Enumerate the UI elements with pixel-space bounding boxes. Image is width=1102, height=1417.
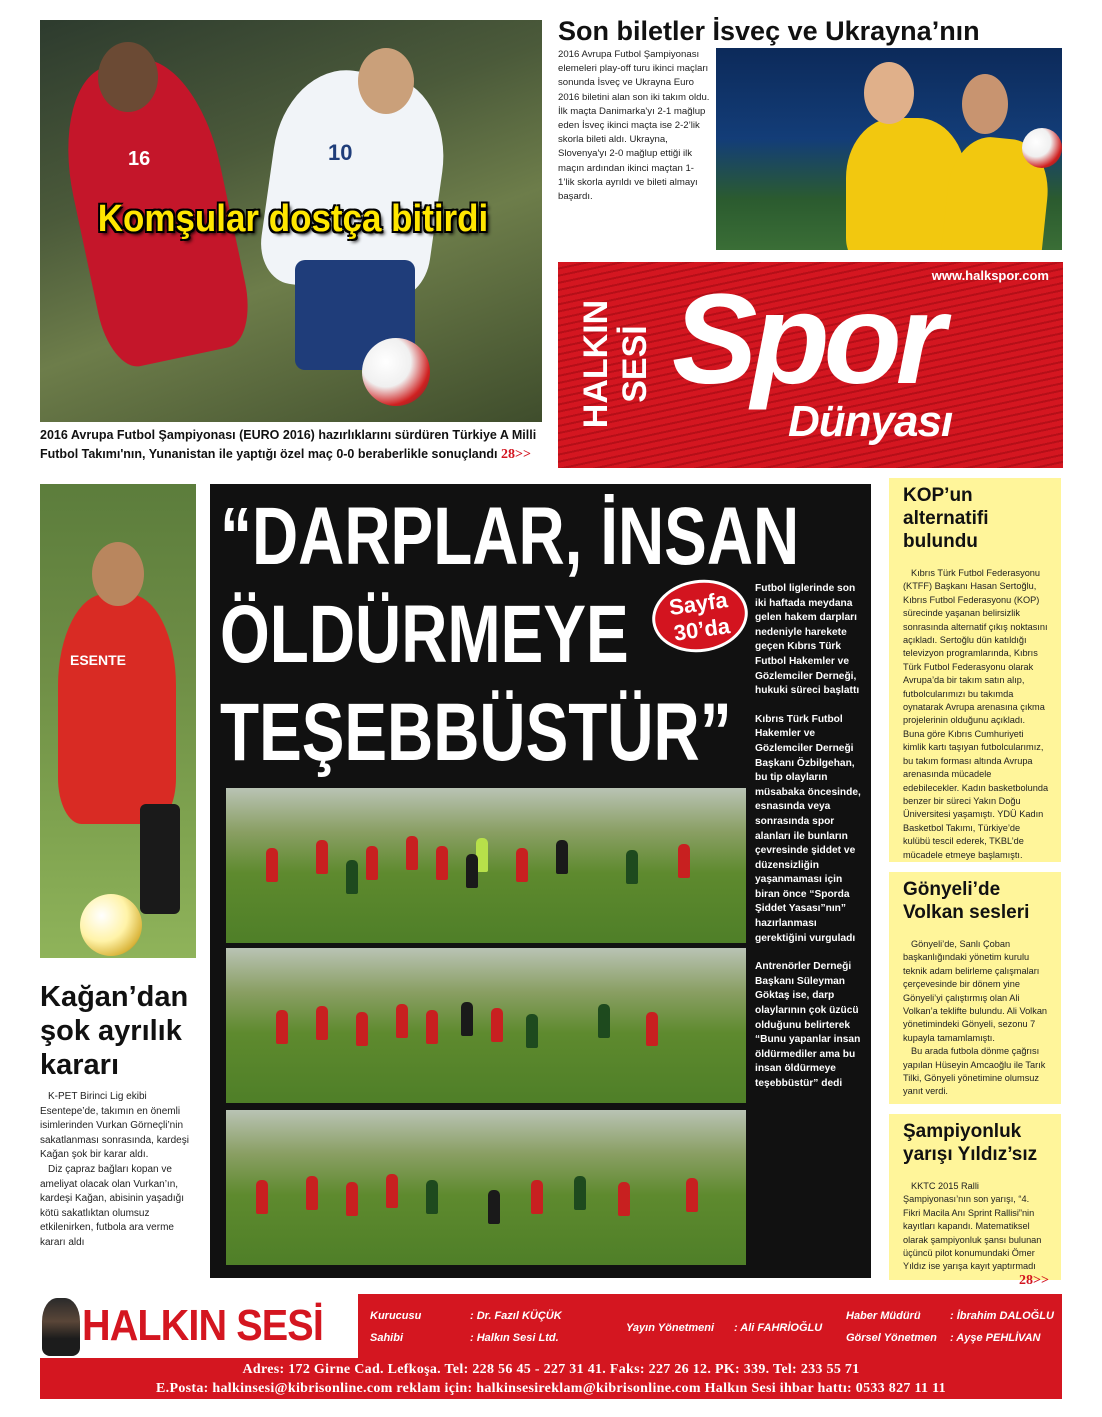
sidebar-title: KOP’un alternatifi bulundu	[903, 485, 989, 552]
player-figure	[526, 1014, 538, 1048]
kurucusu-value: : Dr. Fazıl KÜÇÜK	[470, 1310, 562, 1322]
sahibi-label: Sahibi	[370, 1332, 404, 1344]
referee-figure	[466, 854, 478, 888]
story-paragraph: K-PET Birinci Lig ekibi Esentepe’de, takımın en önemli isimlerinden Vurkan Görneçli’nin sakatlanması sonrasında, kardeşi Kağan şok bir karar aldı.	[40, 1091, 189, 1161]
player-head	[962, 74, 1008, 134]
player-head	[92, 542, 144, 606]
sidebar-story-gonyeli	[889, 872, 1061, 1104]
page-link[interactable]: 28>>	[500, 447, 531, 462]
player-figure	[316, 840, 328, 874]
masthead-dunyasi: Dünyası	[788, 397, 953, 446]
player-leg	[140, 804, 180, 914]
sidebar-paragraph: Gönyeli’de, Sanlı Çoban başkanlığındaki yönetim kurulu teknik adam belirleme çalışmaları çerçevesinde bir dönem yine Gönyeli’yi çalıştırmış olan Ali Volkan’a teklifte bulundu. Ali Volkan yönetimindeki Gönyeli, sezonu 7 kupayla tamamlamıştı.	[903, 939, 1048, 1043]
player-figure	[386, 1174, 398, 1208]
photo-turkey-greece	[40, 20, 542, 422]
gorsel-value: : Ayşe PEHLİVAN	[950, 1332, 1041, 1344]
player-figure	[406, 836, 418, 870]
photo-esentepe-player	[40, 484, 196, 958]
player-figure	[618, 1182, 630, 1216]
player-figure	[491, 1008, 503, 1042]
caption-euro2016	[40, 426, 542, 464]
player-figure	[436, 846, 448, 880]
sahibi-value: : Halkın Sesi Ltd.	[470, 1332, 559, 1344]
footer-logo-text: HALKIN SESİ	[82, 1301, 323, 1350]
masthead-spor: Spor	[672, 268, 940, 411]
story-paragraph: Diz çapraz bağları kopan ve ameliyat olacak olan Vurkan’ın, kardeşi Kağan, abisinin yaşadığı kötü sakatlıktan olumsuz etkilenirken, futbola ara verme kararı aldı	[40, 1163, 184, 1248]
footer-contact	[40, 1360, 1062, 1398]
headline-son-biletler: Son biletler İsveç ve Ukrayna’nın	[558, 16, 980, 46]
player-figure	[598, 1004, 610, 1038]
main-headline-line: TEŞEBBÜSTÜR”	[220, 687, 732, 778]
player-figure	[346, 860, 358, 894]
masthead-halkin-sesi: HALKIN SESİ	[577, 299, 654, 429]
player-figure	[426, 1180, 438, 1214]
main-headline-line: ÖLDÜRMEYE	[220, 589, 629, 680]
email-line: E.Posta: halkinsesi@kibrisonline.com reklam için: halkinsesireklam@kibrisonline.com Halkın Sesi ihbar hattı: 0533 827 11 11	[156, 1381, 946, 1396]
address-line: Adres: 172 Girne Cad. Lefkoşa. Tel: 228 56 45 - 227 31 41. Faks: 227 26 12. PK: 339. Tel: 233 55 71	[242, 1362, 860, 1377]
referee-figure	[461, 1002, 473, 1036]
sidebar-body	[903, 938, 1049, 1099]
player-figure	[306, 1176, 318, 1210]
sidebar-body: Kıbrıs Türk Futbol Federasyonu (KTFF) Başkanı Hasan Sertoğlu, Kıbrıs Futbol Federasyonu (KOP) sürecinde yaşanan belirsizlik sonrasında alternatif çıkış noktasını açıkladı. Sertoğlu dün katıldığı televizyon programlarında, Kıbrıs Türk Futbol Federasyonu olarak Avrupa’da bir takım satın alıp, futbolcularımızı bu takımda oynatarak Avrupa arenasına çıkma projelerinin olduğunu açıkladı. Buna göre Kıbrıs Cumhuriyeti kimlik kartı taşıyan futbolcularımız, bu takım forması altında Avrupa arenasında mücadele edebilecekler. Kadın basketbolunda benzer bir süreci Yakın Doğu Üniversitesi yaşamıştı. YDÜ Kadın Basketbol Takımı, Türkiye’de kulübü tescil ederek, TKBL’de mücadele etmeye başlamıştı.	[903, 568, 1049, 860]
player-figure	[316, 1006, 328, 1040]
player-figure	[626, 850, 638, 884]
main-headline-line: “DARPLAR, İNSAN	[220, 491, 800, 582]
headline-kagan: Kağan’dan şok ayrılık kararı	[40, 981, 189, 1081]
player-figure	[346, 1182, 358, 1216]
kurucusu-label: Kurucusu	[370, 1310, 422, 1322]
player-figure	[256, 1180, 268, 1214]
player-figure	[276, 1010, 288, 1044]
footer-imprint	[40, 1294, 1062, 1399]
founder-portrait	[42, 1298, 80, 1356]
badge-line: Sayfa	[667, 587, 730, 621]
story-paragraph: Kıbrıs Türk Futbol Hakemler ve Gözlemciler Derneği Başkanı Özbilgehan, bu tip olayların müsabaka öncesinde, esnasında veya sonrasında spor alanları ile bunların çevresinde şiddet ve düzensizliğin yaşanmaması için biran önce “Sporda Şiddet Yasası”nın” hazırlanması gerektiğini vurguladı	[755, 713, 861, 944]
player-figure	[531, 1180, 543, 1214]
player-head	[358, 48, 414, 114]
footer-logo	[40, 1294, 358, 1358]
referee-figure	[488, 1190, 500, 1224]
football-ball	[1022, 128, 1062, 168]
player-head	[98, 42, 158, 112]
badge-line: 30’da	[672, 613, 732, 646]
player-head	[864, 62, 914, 124]
headline-komsular: Komşular dostça bitirdi	[97, 198, 489, 240]
story-paragraph: Antrenörler Derneği Başkanı Süleyman Göktaş ise, darp olaylarının çok üzücü olduğunu belirterek “Bunu yapanlar insan öldürmediler ama bu insan öldürmeye teşebbüstür” dedi	[755, 961, 861, 1089]
referee-figure	[556, 840, 568, 874]
jersey-text: ESENTE	[70, 652, 127, 668]
player-figure	[266, 848, 278, 882]
sidebar-paragraph: Bu arada futbola dönme çağrısı yapılan Hüseyin Amcaoğlu ile Tarık Tilki, Gönyeli yönetimine olumsuz yanıt verdi.	[903, 1046, 1046, 1097]
match-photo-3	[226, 1110, 746, 1265]
sidebar-story-sampiyonluk	[889, 1114, 1061, 1288]
page-link[interactable]: 28>>	[1019, 1272, 1049, 1288]
player-figure	[516, 848, 528, 882]
yayin-label: Yayın Yönetmeni	[626, 1322, 715, 1334]
story-paragraph: Futbol liglerinde son iki haftada meydana gelen hakem darpları nedeniyle harekete geçen Kıbrıs Türk Futbol Hakemler ve Gözlemciler Derneği, hukuki süreci başlattı	[755, 583, 860, 697]
sidebar-story-kop	[889, 478, 1061, 862]
haber-label: Haber Müdürü	[846, 1310, 921, 1322]
site-url-link[interactable]: www.halkspor.com	[931, 268, 1049, 283]
football-ball	[80, 894, 142, 956]
player-figure	[574, 1176, 586, 1210]
jersey-number-red: 16	[128, 148, 151, 170]
main-headline	[220, 488, 800, 782]
player-figure	[426, 1010, 438, 1044]
jersey-number-white: 10	[328, 140, 353, 165]
gorsel-label: Görsel Yönetmen	[846, 1332, 937, 1344]
player-figure	[356, 1012, 368, 1046]
masthead-spor-dunyasi	[558, 262, 1063, 468]
player-figure	[686, 1178, 698, 1212]
sidebar-title: Şampiyonluk yarışı Yıldız’sız	[903, 1121, 1038, 1165]
sidebar-body-text: KKTC 2015 Ralli Şampiyonası’nın son yarışı, “4. Fikri Macila Anı Sprint Rallisi”nin kayıtları kapandı. Matematiksel olarak şampiyonluk şansı bulunan üçüncü pilot konumundaki Ömer Yıldız ise yarışa kayıt yaptırmadı	[903, 1181, 1042, 1272]
player-figure	[396, 1004, 408, 1038]
story-son-biletler: 2016 Avrupa Futbol Şampiyonası elemeleri play-off turu ikinci maçları sonunda İsveç ve Ukrayna Euro 2016 biletini alan son iki takım oldu. İlk maçta Danimarka'yı 2-1 mağlup eden İsveç ikinci maçta ise 2-2’lik skorla bileti aldı. Ukrayna, Slovenya'yı 2-0 mağlup ettiği ilk maçın ardından ikinci maçtan 1-1’lik skorla ayrıldı ve bileti almayı başardı.	[558, 49, 710, 203]
sidebar-body	[903, 1180, 1049, 1288]
main-story-text	[755, 582, 865, 1106]
main-story-box	[210, 484, 871, 1278]
sidebar-title: Gönyeli’de Volkan sesleri	[903, 879, 1030, 923]
esentepe-player	[58, 594, 176, 824]
player-figure	[646, 1012, 658, 1046]
photo-ukraine-player	[716, 48, 1062, 250]
match-photo-1	[226, 788, 746, 943]
match-photo-2	[226, 948, 746, 1103]
player-figure	[366, 846, 378, 880]
yayin-value: : Ali FAHRİOĞLU	[734, 1322, 823, 1334]
story-kagan	[40, 1090, 198, 1251]
player-figure	[678, 844, 690, 878]
caption-text: 2016 Avrupa Futbol Şampiyonası (EURO 2016) hazırlıklarını sürdüren Türkiye A Milli Futbol Takımı'nın, Yunanistan ile yaptığı özel maç 0-0 beraberlikle sonuçlandı	[40, 428, 537, 461]
haber-value: : İbrahim DALOĞLU	[950, 1310, 1054, 1322]
football-ball	[362, 338, 430, 406]
